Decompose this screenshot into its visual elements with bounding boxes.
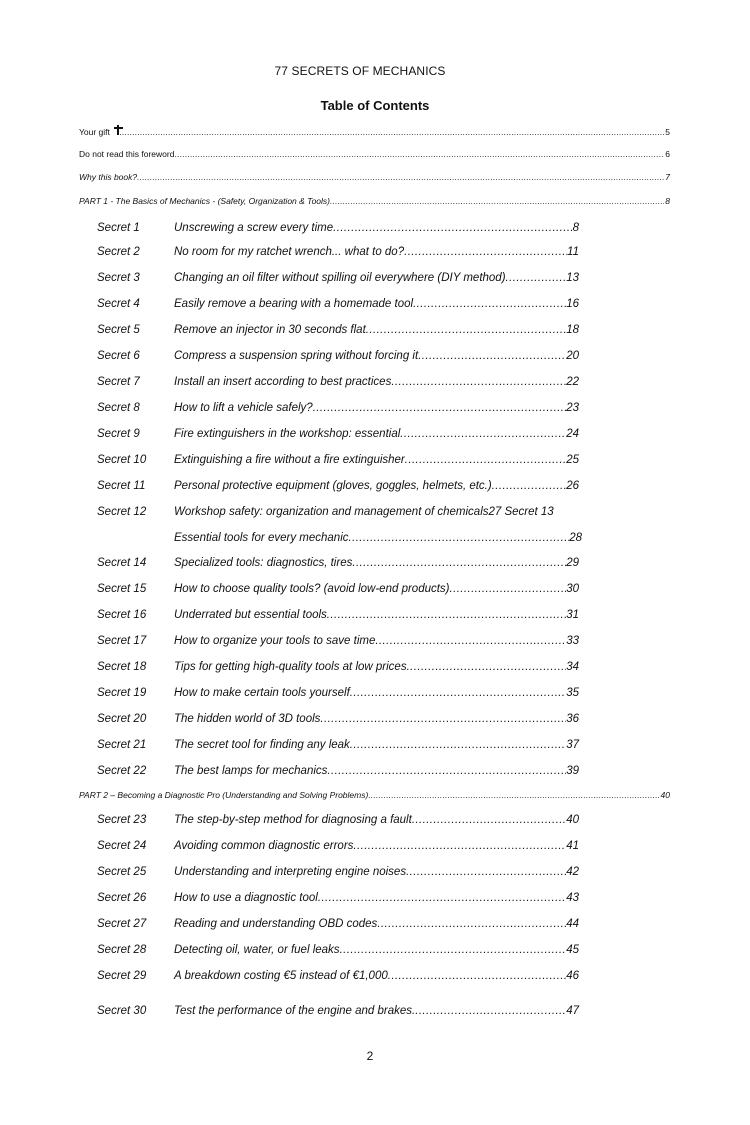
secret-page: 36 bbox=[566, 713, 579, 725]
leader-dots bbox=[327, 608, 566, 622]
toc-entry-label: PART 1 - The Basics of Mechanics - (Safety, Organization & Tools) bbox=[79, 196, 331, 206]
secret-page: 45 bbox=[566, 944, 579, 956]
leader-dots bbox=[137, 172, 664, 183]
toc-entry-page: 6 bbox=[665, 149, 670, 159]
secret-title: Avoiding common diagnostic errors bbox=[174, 840, 354, 852]
secret-number: Secret 17 bbox=[97, 635, 147, 647]
leader-dots bbox=[404, 245, 567, 259]
leader-dots bbox=[353, 839, 566, 853]
secret-page: 47 bbox=[566, 1005, 579, 1017]
secret-title: No room for my ratchet wrench... what to do? bbox=[174, 246, 405, 258]
secret-page: 8 bbox=[572, 222, 579, 234]
secret-number: Secret 30 bbox=[97, 1005, 147, 1017]
secret-number: Secret 6 bbox=[97, 350, 140, 362]
secret-title: Install an insert according to best practices bbox=[174, 376, 392, 388]
secret-number: Secret 9 bbox=[97, 428, 140, 440]
book-title: 77 SECRETS OF MECHANICS bbox=[274, 64, 446, 78]
secret-page: 46 bbox=[566, 970, 579, 982]
leader-dots bbox=[391, 375, 566, 389]
secret-page: 44 bbox=[566, 918, 579, 930]
secret-page: 16 bbox=[566, 298, 579, 310]
secret-page: 11 bbox=[567, 246, 579, 258]
toc-entry-label: Your gift bbox=[79, 127, 110, 137]
secret-number: Secret 12 bbox=[97, 506, 147, 518]
secret-title: How to choose quality tools? (avoid low-end products) bbox=[174, 583, 450, 595]
secret-number: Secret 22 bbox=[97, 765, 147, 777]
leader-dots bbox=[407, 660, 567, 674]
secret-number: Secret 10 bbox=[97, 454, 147, 466]
leader-dots bbox=[333, 221, 572, 235]
secret-page: 26 bbox=[566, 480, 579, 492]
leader-dots bbox=[405, 453, 566, 467]
secret-page: 31 bbox=[566, 609, 579, 621]
secret-title: Fire extinguishers in the workshop: essential bbox=[174, 428, 401, 440]
secret-title: The step-by-step method for diagnosing a fault bbox=[174, 814, 412, 826]
toc-entry-label: Why this book? bbox=[79, 172, 138, 182]
toc-entry-why-this-book[interactable] bbox=[79, 172, 670, 183]
secret-number: Secret 5 bbox=[97, 324, 140, 336]
leader-dots bbox=[327, 764, 566, 778]
secret-page: 33 bbox=[566, 635, 579, 647]
secret-page: 40 bbox=[566, 814, 579, 826]
secret-number: Secret 1 bbox=[97, 222, 140, 234]
secret-number: Secret 29 bbox=[97, 970, 147, 982]
toc-entry-page: 40 bbox=[660, 790, 670, 800]
secret-number: Secret 3 bbox=[97, 272, 140, 284]
secret-page: 35 bbox=[566, 687, 579, 699]
gift-icon bbox=[114, 125, 119, 135]
secret-title: Underrated but essential tools bbox=[174, 609, 327, 621]
secret-page: 34 bbox=[566, 661, 579, 673]
secret-number: Secret 28 bbox=[97, 944, 147, 956]
secret-page: 13 bbox=[566, 272, 579, 284]
leader-dots bbox=[415, 1004, 566, 1018]
secret-title: Extinguishing a fire without a fire extinguisher bbox=[174, 454, 405, 466]
leader-dots bbox=[340, 943, 567, 957]
secret-title: Detecting oil, water, or fuel leaks bbox=[174, 944, 340, 956]
secret-title: Easily remove a bearing with a homemade tool bbox=[174, 298, 414, 310]
leader-dots bbox=[492, 479, 567, 493]
leader-dots bbox=[366, 323, 566, 337]
secret-page: 39 bbox=[566, 765, 579, 777]
secret-title: Remove an injector in 30 seconds flat bbox=[174, 324, 366, 336]
secret-page: 24 bbox=[566, 428, 579, 440]
secret-number: Secret 19 bbox=[97, 687, 147, 699]
secret-title: How to make certain tools yourself bbox=[174, 687, 350, 699]
secret-title: How to use a diagnostic tool bbox=[174, 892, 318, 904]
toc-entry-your-gift[interactable] bbox=[79, 125, 670, 138]
secret-title: Specialized tools: diagnostics, tires bbox=[174, 557, 353, 569]
leader-dots bbox=[119, 127, 664, 138]
leader-dots bbox=[330, 196, 664, 207]
toc-entry-part-2[interactable] bbox=[79, 790, 670, 801]
secret-title: Compress a suspension spring without forcing it bbox=[174, 350, 419, 362]
secret-number: Secret 11 bbox=[97, 480, 146, 492]
leader-dots bbox=[506, 271, 567, 285]
secret-number: Secret 7 bbox=[97, 376, 140, 388]
secret-number: Secret 2 bbox=[97, 246, 140, 258]
leader-dots bbox=[375, 634, 566, 648]
secret-title: Test the performance of the engine and brakes. bbox=[174, 1005, 416, 1017]
secret-page: 18 bbox=[566, 324, 579, 336]
secret-page: 30 bbox=[566, 583, 579, 595]
secret-title: A breakdown costing €5 instead of €1,000 bbox=[174, 970, 388, 982]
leader-dots bbox=[313, 401, 567, 415]
leader-dots bbox=[349, 531, 570, 545]
secret-page: 22 bbox=[566, 376, 579, 388]
leader-dots bbox=[413, 297, 566, 311]
leader-dots bbox=[174, 149, 664, 160]
secret-page: 20 bbox=[566, 350, 579, 362]
secret-title: Reading and understanding OBD codes bbox=[174, 918, 378, 930]
leader-dots bbox=[320, 712, 566, 726]
secret-page: 37 bbox=[566, 739, 579, 751]
secret-number: Secret 15 bbox=[97, 583, 147, 595]
secret-page: 29 bbox=[566, 557, 579, 569]
leader-dots bbox=[400, 427, 566, 441]
secret-number: Secret 23 bbox=[97, 814, 147, 826]
leader-dots bbox=[412, 813, 566, 827]
secret-title: The best lamps for mechanics bbox=[174, 765, 328, 777]
secret-page: 42 bbox=[566, 866, 579, 878]
toc-entry-secret-13-continuation[interactable] bbox=[174, 531, 582, 545]
secret-page: 41 bbox=[566, 840, 579, 852]
secret-number: Secret 21 bbox=[97, 739, 147, 751]
toc-entry-label: Do not read this foreword bbox=[79, 149, 175, 159]
leader-dots bbox=[388, 969, 566, 983]
secret-number: Secret 27 bbox=[97, 918, 147, 930]
secret-title: The hidden world of 3D tools bbox=[174, 713, 321, 725]
leader-dots bbox=[350, 686, 566, 700]
leader-dots bbox=[368, 790, 659, 801]
secret-page: 25 bbox=[566, 454, 579, 466]
secret-title: Changing an oil filter without spilling oil everywhere (DIY method) bbox=[174, 272, 506, 284]
toc-entry-label: PART 2 – Becoming a Diagnostic Pro (Understanding and Solving Problems) bbox=[79, 790, 369, 800]
secret-page: 43 bbox=[566, 892, 579, 904]
leader-dots bbox=[418, 349, 566, 363]
leader-dots bbox=[318, 891, 566, 905]
toc-entry-page: 7 bbox=[665, 172, 670, 182]
secret-title: How to organize your tools to save time bbox=[174, 635, 376, 647]
secret-page: 28 bbox=[569, 532, 582, 544]
toc-entry-foreword[interactable] bbox=[79, 149, 670, 160]
leader-dots bbox=[350, 738, 566, 752]
toc-entry-page: 5 bbox=[665, 127, 670, 137]
secret-title: Tips for getting high-quality tools at low prices bbox=[174, 661, 407, 673]
secret-number: Secret 16 bbox=[97, 609, 147, 621]
secret-title: How to lift a vehicle safely? bbox=[174, 402, 313, 414]
secret-number: Secret 14 bbox=[97, 557, 147, 569]
toc-entry-part-1[interactable] bbox=[79, 196, 670, 207]
toc-entry-page: 8 bbox=[665, 196, 670, 206]
secret-number: Secret 24 bbox=[97, 840, 147, 852]
secret-number: Secret 18 bbox=[97, 661, 147, 673]
secret-title: Understanding and interpreting engine noises bbox=[174, 866, 407, 878]
leader-dots bbox=[450, 582, 567, 596]
secret-title: Workshop safety: organization and management of chemicals27 Secret 13 bbox=[174, 506, 554, 518]
secret-number: Secret 25 bbox=[97, 866, 147, 878]
secret-title: Unscrewing a screw every time bbox=[174, 222, 334, 234]
leader-dots bbox=[377, 917, 566, 931]
secret-number: Secret 20 bbox=[97, 713, 147, 725]
secret-title: Essential tools for every mechanic bbox=[174, 532, 349, 544]
secret-page: 23 bbox=[566, 402, 579, 414]
secret-number: Secret 8 bbox=[97, 402, 140, 414]
toc-heading: Table of Contents bbox=[320, 98, 430, 113]
secret-number: Secret 26 bbox=[97, 892, 147, 904]
secret-title: The secret tool for finding any leak bbox=[174, 739, 350, 751]
leader-dots bbox=[406, 865, 566, 879]
secret-title: Personal protective equipment (gloves, goggles, helmets, etc.) bbox=[174, 480, 492, 492]
leader-dots bbox=[352, 556, 566, 570]
secret-number: Secret 4 bbox=[97, 298, 140, 310]
page-number: 2 bbox=[366, 1049, 374, 1063]
